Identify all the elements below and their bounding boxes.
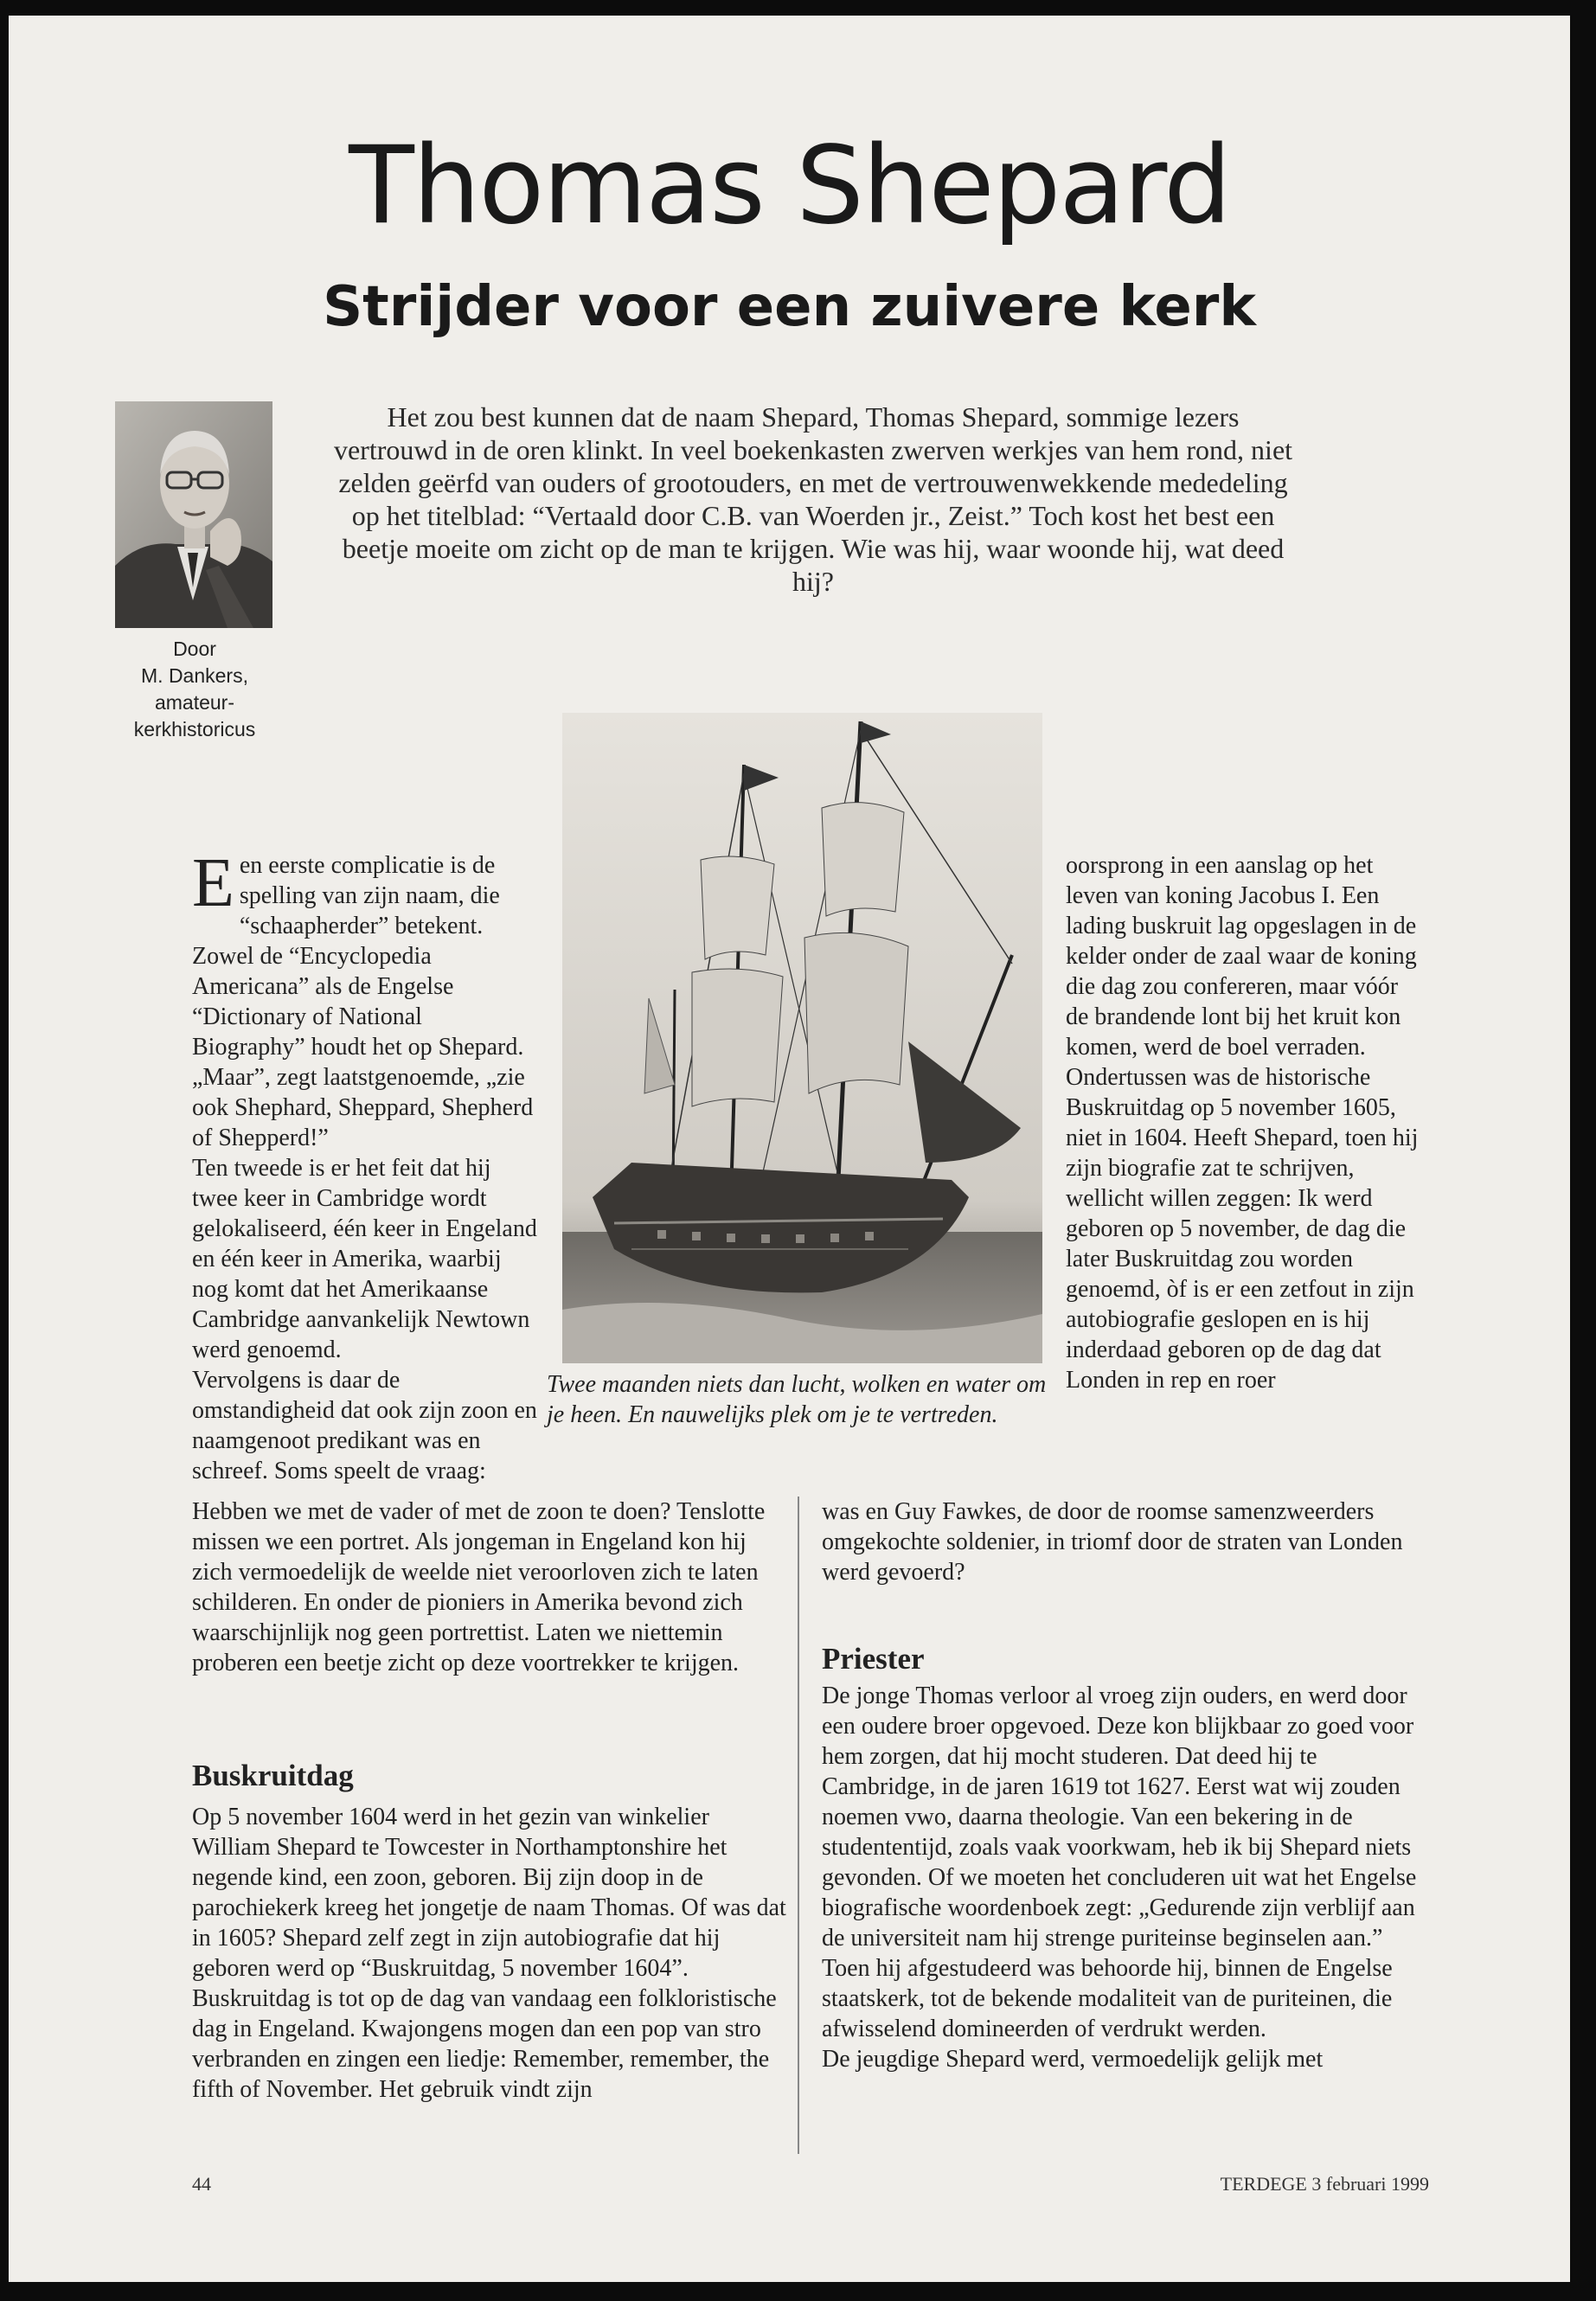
author-role-2: kerkhistoricus <box>133 718 256 740</box>
publication-footer: TERDEGE 3 februari 1999 <box>1220 2173 1429 2195</box>
author-name: M. Dankers, <box>141 664 248 687</box>
paragraph-priester-continued: De jeugdige Shepard werd, vermoedelijk gelijk met <box>822 2046 1324 2073</box>
magazine-page <box>9 16 1570 2282</box>
paragraph-origin: oorsprong in een aanslag op het leven van koning Jacobus I. Een lading buskruit lag opgeslagen in de kelder onder de zaal waar de koning die dag zou confereren, maar vóór de brandende lont bij het kruit kon komen, werd de boel verraden. <box>1066 852 1417 1061</box>
article-title: Thomas Shepard <box>349 124 1230 248</box>
paragraph-son: Vervolgens is daar de omstandigheid dat ook zijn zoon en naamgenoot predikant was en schreef. Soms speelt de vraag: <box>192 1367 537 1484</box>
paragraph-priester: De jonge Thomas verloor al vroeg zijn ouders, en werd door een oudere broer opgevoed. Deze kon blijkbaar zo goed voor hem zorgen, dat hij mocht studeren. Dat deed hij te Cambridge, in de jaren 1619 tot 1627. Eerst wat wij zouden noemen vwo, daarna theologie. Van een bekering in de studententijd, zoals vaak voorkwam, heb ik bij Shepard niets gevonden. Of we moeten het concluderen uit wat het Engelse biografische woordenboek zegt: „Gedurende zijn verblijf aan de universiteit nam hij strenge puriteinse beginselen aan.” Toen hij afgestudeerd was behoorde hij, binnen de Engelse staatskerk, tot de bekende modaliteit van de puriteinen, die afwisselend domineerden of verdrukt werden. <box>822 1682 1417 2042</box>
paragraph-portrait: Hebben we met de vader of met de zoon te doen? Tenslotte missen we een portret. Als jongeman in Engeland kon hij zich vermoedelijk de weelde niet veroorloven zich te laten schilderen. En onder de pioniers in Amerika bevond zich waarschijnlijk nog geen portrettist. Laten we niettemin proberen een beetje zicht op deze voortrekker te krijgen. <box>192 1498 766 1676</box>
opening-paragraph <box>192 845 538 1153</box>
column-right <box>1066 850 1422 1395</box>
author-by: Door <box>173 638 216 660</box>
heading-priester: Priester <box>822 1642 925 1676</box>
author-credit <box>104 636 285 743</box>
ship-illustration <box>562 713 1042 1363</box>
drop-cap: E <box>192 845 234 921</box>
opening-text: en eerste complicatie is de spelling van zijn naam, die “schaapherder” betekent. Zowel de “Encyclopedia Americana” als de Engelse “Dictionary of National Biography” houdt het op Shepard. „Maar”, zegt laatstgenoemde, „zie ook Shephard, Sheppard, Shepherd of Shepperd!” <box>192 852 534 1151</box>
image-caption: Twee maanden niets dan lucht, wolken en water om je heen. En nauwelijks plek om je te vertreden. <box>547 1371 1047 1428</box>
paragraph-historic-date: Ondertussen was de historische Buskruitdag op 5 november 1605, niet in 1604. Heeft Shepard, toen hij zijn biografie zat te schrijven, wellicht willen zeggen: Ik werd geboren op 5 november, de dag die later Buskruitdag zou worden genoemd, òf is er een zetfout in zijn autobiografie geslopen en is hij inderdaad geboren op de dag dat Londen in rep en roer <box>1066 1064 1419 1394</box>
page-number: 44 <box>192 2173 211 2195</box>
author-role-1: amateur- <box>154 691 235 714</box>
heading-buskruitdag: Buskruitdag <box>192 1759 354 1792</box>
author-portrait-drawing <box>115 401 272 628</box>
ship-drawing <box>562 713 1042 1363</box>
paragraph-buskruitdag: Op 5 november 1604 werd in het gezin van winkelier William Shepard te Towcester in Northamptonshire het negende kind, een zoon, geboren. Bij zijn doop in de parochiekerk kreeg het jongetje de naam Thomas. Of was dat in 1605? Shepard zelf zegt in zijn autobiografie dat hij geboren werd op “Buskruitdag, 5 november 1604”. Buskruitdag is tot op de dag van vandaag een folkloristische dag in Engeland. Kwajongens mogen dan een pop van stro verbranden en zingen een liedje: Remember, remember, the fifth of November. Het gebruik vindt zijn <box>192 1804 786 2103</box>
intro-paragraph: Het zou best kunnen dat de naam Shepard, Thomas Shepard, sommige lezers vertrouwd in de oren klinkt. In veel boekenkasten zwerven werkjes van hem rond, niet zelden geërfd van ouders of grootouders, en met de vertrouwenwekkende mededeling op het titelblad: “Vertaald door C.B. van Woerden jr., Zeist.” Toch kost het best een beetje moeite om zicht op de man te krijgen. Wie was hij, waar woonde hij, wat deed hij? <box>333 401 1293 597</box>
author-portrait <box>115 401 272 628</box>
article-subtitle: Strijder voor een zuivere kerk <box>323 275 1256 339</box>
column-divider <box>798 1497 799 2154</box>
column-priester <box>822 1681 1419 2074</box>
column-left <box>192 845 538 1486</box>
paragraph-guy-fawkes: was en Guy Fawkes, de door de roomse samenzweerders omgekochte soldenier, in triomf door de straten van Londen werd gevoerd? <box>822 1498 1403 1586</box>
paragraph-cambridge: Ten tweede is er het feit dat hij twee keer in Cambridge wordt gelokaliseerd, één keer in Engeland en één keer in Amerika, waarbij nog komt dat het Amerikaanse Cambridge aanvankelijk Newtown werd genoemd. <box>192 1155 537 1363</box>
